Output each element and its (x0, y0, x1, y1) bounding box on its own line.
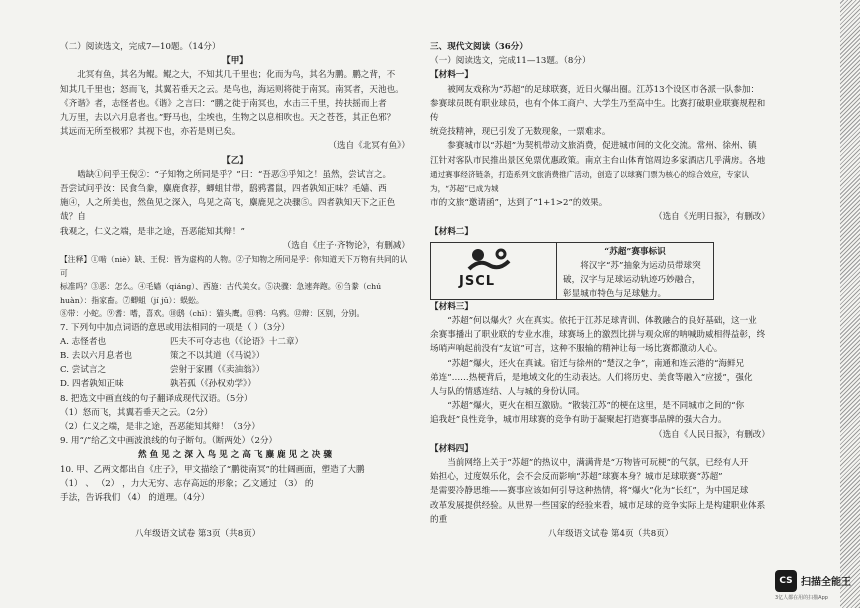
annotation-line: 【注释】①啮（niè）缺、王倪：皆为虚构的人物。②子知物之所同是乎：你知道天下万物有共同的认可 (60, 255, 408, 278)
question-10-blanks: 手法，告诉我们 （4） 的道理。（4分） (60, 492, 210, 503)
option-a: A. 志怪者也 (60, 336, 107, 347)
option-d: D. 四者孰知正味 (60, 379, 124, 390)
material-4-label: 【材料四】 (430, 443, 473, 454)
jscl-logo-icon (465, 247, 513, 273)
text-line: 知其几千里也；怒而飞，其翼若垂天之云。是鸟也，海运则将徙于南冥。南冥者，天池也。 (60, 84, 404, 95)
text-line: 场哨声响起前没有“友谊”可言，这种不服输的精神让每一场比赛都激动人心。 (430, 344, 723, 355)
logo-title: “苏超”赛事标识 (604, 246, 666, 257)
option-a-compare: 匹夫不可夺志也（《论语》十二章） (170, 336, 304, 347)
perforated-edge (840, 0, 860, 608)
text-line: 人与队的情感连结、人与城的身份认同。 (430, 387, 585, 398)
question-9: 9. 用“/”给乙文中画波浪线的句子断句。（断两处）（2分） (60, 436, 278, 447)
text-line: 参赛球员既有职业球员，也有个体工商户、大学生乃至高中生。比赛打破职业联赛规程和传 (430, 98, 766, 124)
question-8-2: （2）仁义之端，是非之途，吾恶能知其辩！（3分） (60, 421, 260, 432)
annotation-line: 标准吗？③恶：怎么。④毛嫱（qiáng）、西施：古代美女。⑤决骤：急速奔跑。⑥刍豢（chú huàn）：指家畜。⑦蝍蛆（jí jū）：蜈蚣。 (60, 282, 382, 305)
text-line: 弟连”……热梗背后，是地域文化的生动表达。人们将历史、美食等融入“应援”，强化 (430, 372, 753, 383)
option-row (60, 349, 410, 363)
text-line: 余赛事播出了职业联的专业水准，球赛场上的激烈比拼与观众席的呐喊助威相得益彰，终 (430, 330, 766, 341)
source-note: （选自《人民日报》，有删改） (653, 429, 770, 440)
question-9-sentence: 然 鱼 见 之 深 入 鸟 见 之 高 飞 麋 鹿 见 之 决 骤 (138, 450, 332, 461)
material-3-label: 【材料三】 (430, 301, 473, 312)
section-heading: 三、现代文阅读（36分） (430, 42, 528, 52)
left-footer: 八年级语文试卷 第3页（共8页） (135, 529, 261, 539)
logo-description-cell (557, 243, 713, 299)
option-c-compare: 尝射于家圃（《卖油翁》） (170, 365, 265, 376)
logo-description: 将汉字“苏”抽象为运动员带球突破，汉字与足球运动轨迹巧妙融合，彰显城市特色与足球魅力。 (563, 261, 701, 300)
logo-cell (431, 243, 557, 299)
source-note: （选自《光明日报》，有删改） (653, 212, 770, 223)
scanner-name: 扫描全能王 (801, 577, 851, 588)
text-line: 统竞技精神，现已引发了无数现象，一票难求。 (430, 127, 611, 138)
scanner-badge (775, 570, 855, 602)
logo-text: JSCL (459, 273, 496, 289)
text-line: 参赛城市以“苏超”为契机带动文旅消费，促进城市间的文化交流。常州、徐州、镇 (447, 141, 757, 152)
question-8-1: （1）怒而飞，其翼若垂天之云。（2分） (60, 407, 213, 418)
text-line: 江针对客队市民推出景区免票优惠政策。南京主台山体育馆周边多家酒店几乎满房。各地 (430, 155, 766, 166)
text-line: 始担心，过度娱乐化，会不会反而影响“苏超”球赛本身？城市足球联赛“苏超” (430, 472, 723, 483)
text-line: “苏超”爆火，还火在真诚。宿迁与徐州的“楚汉之争”，南通和连云港的“海鲜兄 (447, 358, 745, 369)
section-heading: （二）阅读选文，完成7—10题。（14分） (60, 42, 221, 52)
text-line: 当前网络上关于“苏超”的热议中，满满背是“万物皆可玩梗”的气氛，已经有人开 (447, 458, 749, 469)
text-line: 北冥有鱼，其名为鲲。鲲之大，不知其几千里也；化而为鸟，其名为鹏。鹏之背，不 (77, 70, 396, 81)
question-7: 7. 下列句中加点词语的意思或用法相同的一项是（ ）（3分） (60, 322, 290, 333)
text-line: 九万里，去以六月息者也。”野马也，尘埃也，生物之以息相吹也。天之苍苍，其正色邪？ (60, 113, 396, 124)
camscanner-icon: CS (775, 570, 797, 592)
option-row (60, 363, 410, 377)
scanner-tagline: 3亿人都在用的扫描App (775, 595, 828, 601)
text-line: 啮缺①问乎王倪②：“子知物之所同是乎？”曰：“吾恶③乎知之！虽然，尝试言之。 (77, 169, 392, 180)
question-10-blanks: （1） 、 （2） ，力大无穷、志存高远的形象；乙文通过 （3） 的 (60, 478, 314, 489)
text-line: 市的文旅“邀请函”，达到了“1+1>2”的效果。 (430, 198, 608, 209)
question-10: 10. 甲、乙两文都出自《庄子》，甲文描绘了“鹏徙南冥”的壮阔画面，塑造了大鹏 (60, 464, 365, 475)
text-line: “苏超”爆火，更火在相互激励。“散装江苏”的梗在这里，是不同城市之间的“你 (447, 401, 745, 412)
text-line: 其远而无所至极邪？其视下也，亦若是则已矣。 (60, 127, 241, 138)
text-line: 吾尝试问乎汝：民食刍豢，麋鹿食荐，蝍蛆甘带，鸱鸦耆鼠，四者孰知正味？毛嫱、西 (60, 184, 387, 195)
option-row (60, 335, 410, 349)
option-c: C. 尝试言之 (60, 365, 107, 376)
annotation-line: ⑧带：小蛇。⑨耆：嗜，喜欢。⑩鸱（chī）：猫头鹰。⑪鸦：乌鸦。⑫辩：区别，分别。 (60, 309, 365, 319)
text-line: 施④，人之所美也，然鱼见之深入，鸟见之高飞，麋鹿见之决骤⑤。四者孰知天下之正色哉？自 (60, 198, 396, 223)
left-page (60, 40, 410, 505)
text-line: 追我赶”良性竞争，城市用球赛的竞争有助于凝聚起打造赛事品牌的强大合力。 (430, 415, 727, 426)
passage-b-label: 【乙】 (222, 155, 248, 166)
text-line: 我观之，仁义之端，是非之途，吾恶能知其辩！” (60, 226, 245, 237)
source-note: （选自《庄子·齐物论》，有删减） (282, 240, 410, 251)
logo-table (430, 242, 714, 300)
right-footer: 八年级语文试卷 第4页（共8页） (548, 529, 674, 539)
option-row (60, 377, 410, 391)
text-line: 《齐谐》者，志怪者也。《谐》之言曰：“鹏之徙于南冥也，水击三千里，抟扶摇而上者 (60, 98, 387, 109)
option-d-compare: 孰若孤（《孙权劝学》） (170, 379, 256, 390)
option-b: B. 去以六月息者也 (60, 350, 132, 361)
text-line: 是需要冷静思维——赛事应该如何引导这种热情，将“爆火”化为“长红”，为中国足球 (430, 486, 749, 497)
text-line: 被网友戏称为“苏超”的足球联赛，近日火爆出圈。江苏13个设区市各派一队参加： (447, 84, 760, 95)
passage-a-label: 【甲】 (222, 56, 248, 67)
option-b-compare: 策之不以其道（《马说》） (170, 350, 265, 361)
question-8: 8. 把选文中画直线的句子翻译成现代汉语。（5分） (60, 393, 253, 404)
source-note: （选自《北冥有鱼》） (328, 141, 410, 152)
material-1-label: 【材料一】 (430, 70, 473, 81)
text-line: “苏超”何以爆火？火在真实。依托于江苏足球青训、体教融合的良好基础，这一业 (447, 316, 757, 327)
subsection-heading: （一）阅读选文，完成11—13题。（8分） (430, 56, 591, 67)
text-line: 改革发展提供经验。从世界一些国家的经验来看，城市足球的竞争实际上是构建职业体系的重 (430, 500, 766, 525)
right-page (430, 40, 770, 527)
text-line: 通过赛事经济链条，打造系列文旅消费推广活动，创造了以球赛门票为核心的综合效应，专家认为，“苏超”已成为城 (430, 169, 749, 194)
material-2-label: 【材料二】 (430, 226, 473, 237)
